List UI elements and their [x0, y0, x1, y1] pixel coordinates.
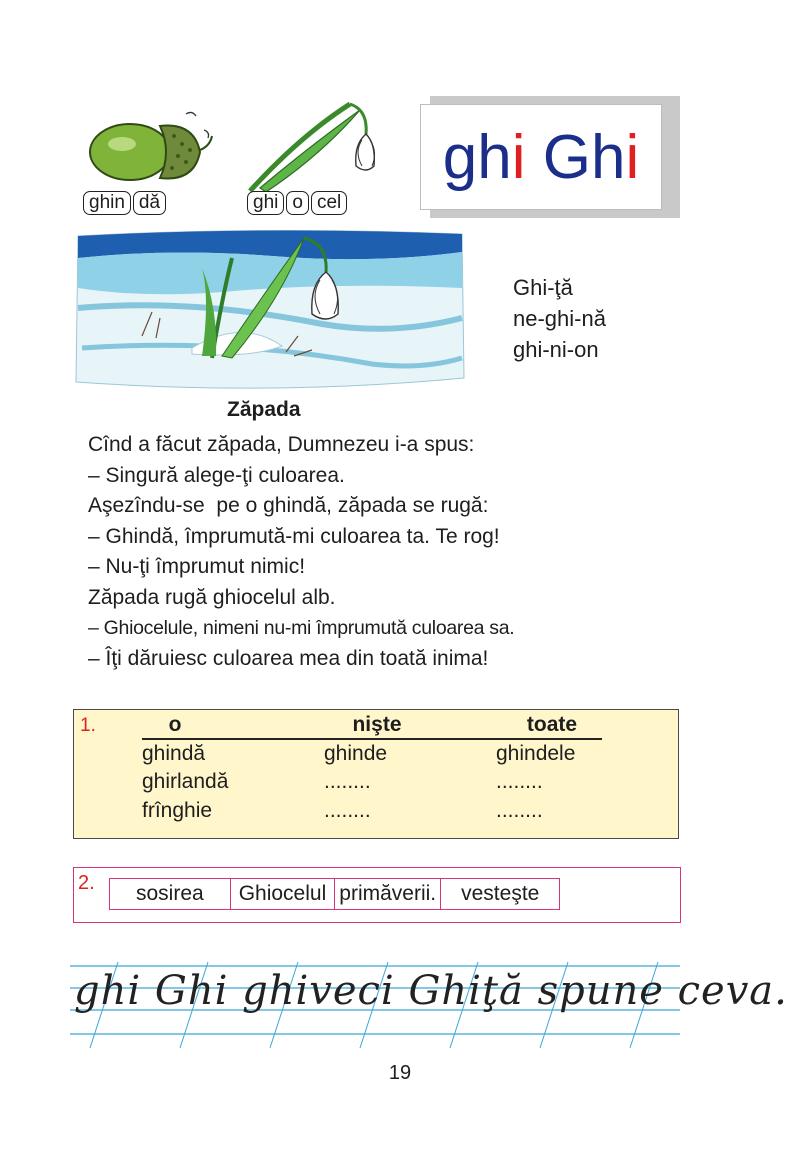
- winter-scene-illustration: [72, 228, 468, 390]
- header-i-2: i: [625, 122, 640, 192]
- word-card[interactable]: primăverii.: [334, 878, 440, 910]
- page-number: 19: [388, 1062, 412, 1084]
- exercise-blank: ........: [496, 799, 543, 822]
- exercise-cell: ghirlandă: [142, 770, 229, 793]
- story-line: – Singură alege-ţi culoarea.: [88, 463, 345, 487]
- handwriting-sample: ghi Ghi ghiveci Ghiţă spune ceva.: [74, 968, 788, 1014]
- handwriting-practice: [70, 960, 788, 1050]
- acorn-illustration: [82, 100, 222, 190]
- column-header-niste: nişte: [352, 713, 402, 736]
- syllable-word-list: [513, 272, 606, 365]
- story-line: Zăpada rugă ghiocelul alb.: [88, 585, 336, 609]
- word-cards: [109, 878, 560, 910]
- header-i: i: [511, 122, 526, 192]
- word-card[interactable]: sosirea: [109, 878, 230, 910]
- column-header-o: o: [168, 713, 182, 736]
- column-header-toate: toate: [526, 713, 578, 736]
- lesson-header: [420, 104, 662, 210]
- word-card[interactable]: vesteşte: [440, 878, 560, 910]
- exercise-1-box: [73, 709, 679, 839]
- syllable: cel: [311, 191, 347, 215]
- syllable: dă: [133, 191, 166, 215]
- story-line: – Ghiocelule, nimeni nu-mi împrumută culoarea sa.: [88, 617, 515, 639]
- story-line: – Nu-ţi împrumut nimic!: [88, 555, 306, 578]
- syllable: o: [286, 191, 309, 215]
- exercise-cell: ghindele: [496, 742, 576, 765]
- exercise-number: 2.: [78, 872, 95, 894]
- exercise-2-box: [73, 867, 681, 923]
- syllable-word: ghi-ni-on: [513, 337, 599, 362]
- story-text: [88, 430, 778, 674]
- exercise-cell: ghinde: [324, 742, 388, 765]
- exercise-cell: frînghie: [142, 799, 213, 822]
- header-gh: gh: [442, 122, 512, 192]
- syllable-word: ne-ghi-nă: [513, 306, 606, 331]
- syllable: ghin: [83, 191, 131, 215]
- exercise-blank: ........: [324, 799, 371, 822]
- story-line: Aşezîndu-se pe o ghindă, zăpada se rugă:: [88, 494, 489, 517]
- snowdrop-illustration: [240, 96, 390, 196]
- snowdrop-syllables: [247, 191, 349, 215]
- story-line: – Ghindă, împrumută-mi culoarea ta. Te rog!: [88, 524, 500, 548]
- story-line: Cînd a făcut zăpada, Dumnezeu i-a spus:: [88, 433, 475, 456]
- story-line: – Îţi dăruiesc culoarea mea din toată inima!: [88, 646, 489, 670]
- exercise-cell: ghindă: [142, 742, 206, 765]
- exercise-blank: ........: [324, 770, 371, 793]
- syllable: ghi: [247, 191, 284, 215]
- exercise-number: 1.: [80, 715, 96, 736]
- acorn-syllables: [83, 191, 168, 215]
- syllable-word: Ghi-ţă: [513, 275, 573, 300]
- word-card[interactable]: Ghiocelul: [230, 878, 335, 910]
- story-title: Zăpada: [227, 398, 301, 421]
- exercise-blank: ........: [496, 770, 543, 793]
- header-Gh: Gh: [525, 122, 626, 192]
